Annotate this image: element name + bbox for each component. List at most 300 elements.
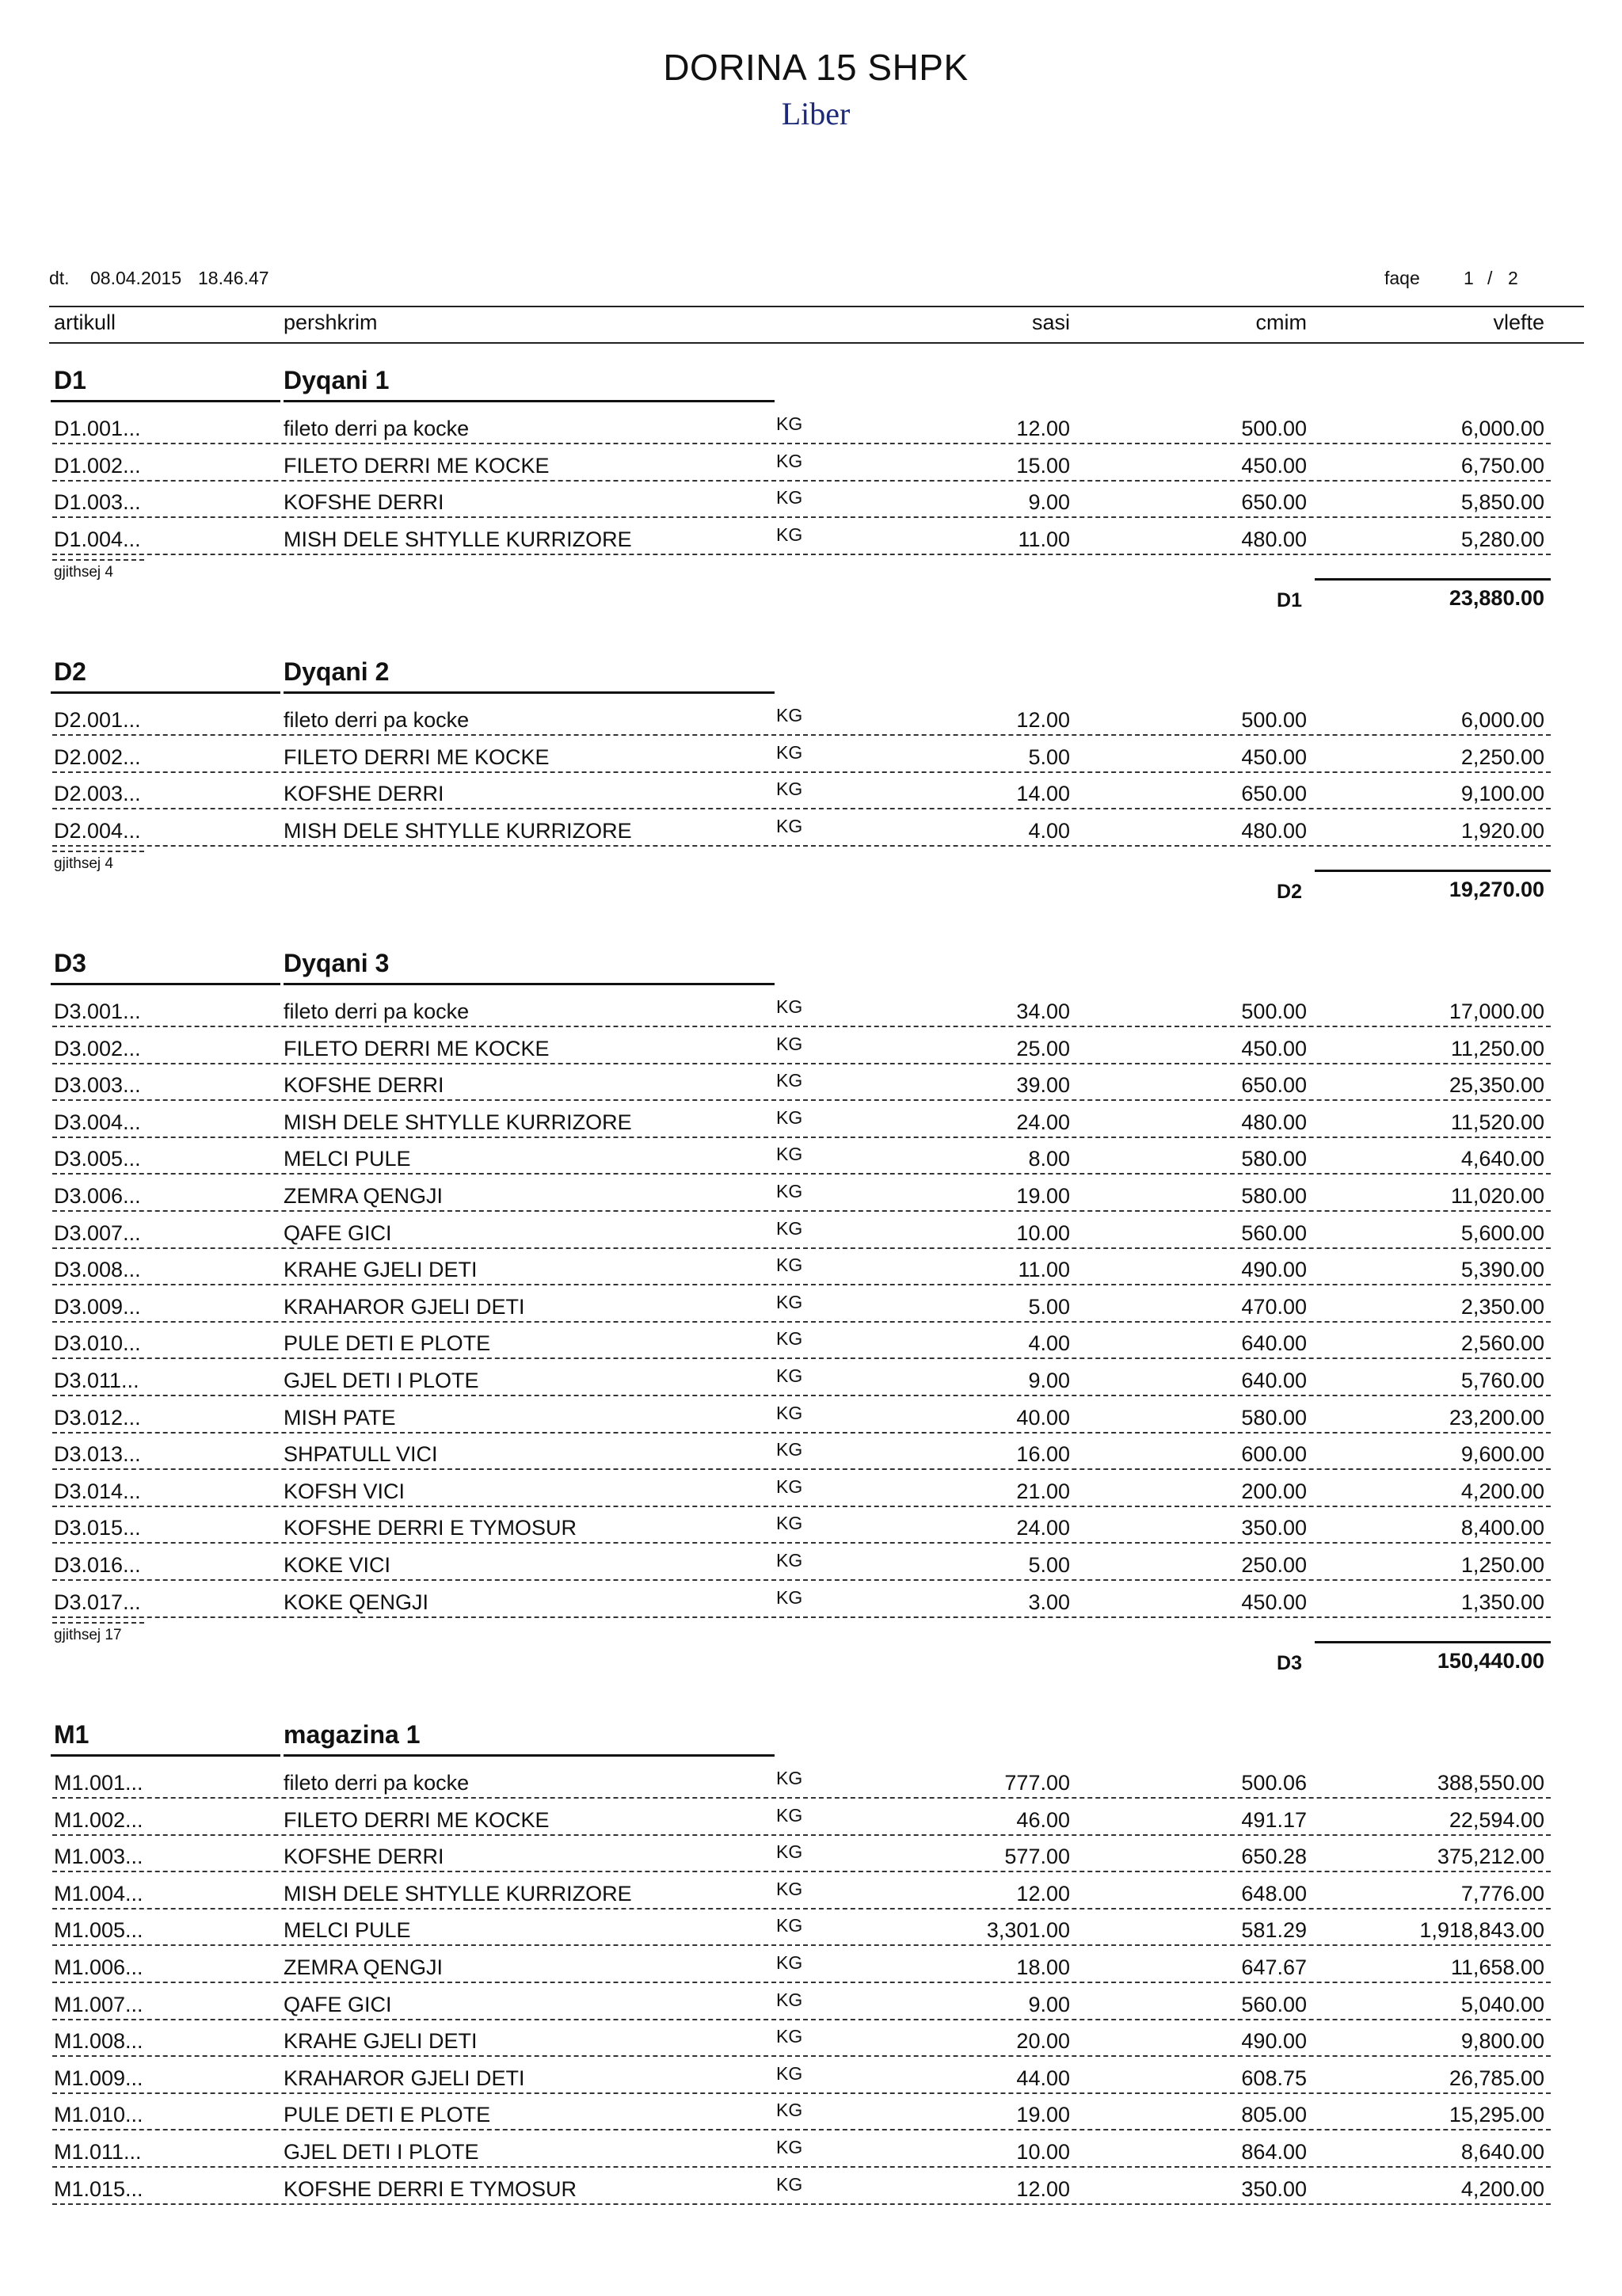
item-value: 9,800.00	[1460, 2029, 1544, 2054]
item-price: 480.00	[1241, 527, 1307, 551]
item-code: M1.004...	[54, 1881, 143, 1906]
item-price: 650.00	[1241, 782, 1307, 806]
section-name: Dyqani 1	[284, 366, 390, 394]
table-row	[0, 1250, 1622, 1286]
item-unit: KG	[776, 1768, 803, 1788]
item-quantity: 39.00	[1016, 1073, 1070, 1098]
row-dashed-rule	[52, 516, 1551, 518]
section-name: Dyqani 2	[284, 657, 390, 686]
item-quantity: 3.00	[1028, 1590, 1070, 1614]
item-quantity: 16.00	[1016, 1442, 1070, 1467]
item-unit: KG	[776, 1804, 803, 1826]
item-quantity: 19.00	[1016, 1184, 1070, 1208]
item-description: QAFE GICI	[284, 1992, 392, 2016]
item-code: M1.003...	[54, 1845, 143, 1869]
section-total-rule	[1315, 870, 1551, 872]
section-name-underline	[284, 400, 775, 402]
item-unit: KG	[776, 705, 803, 725]
item-price: 580.00	[1241, 1184, 1307, 1208]
item-value: 9,600.00	[1460, 1442, 1544, 1467]
section-code: D1	[54, 366, 86, 394]
item-value: 11,250.00	[1450, 1036, 1544, 1060]
item-value: 17,000.00	[1449, 1000, 1544, 1023]
item-quantity: 9.00	[1028, 1369, 1070, 1392]
item-price: 560.00	[1241, 1220, 1307, 1245]
item-price: 450.00	[1241, 1036, 1307, 1060]
item-price: 650.00	[1241, 490, 1307, 515]
table-row	[0, 1800, 1622, 1837]
item-code: D3.013...	[54, 1442, 141, 1467]
item-value: 5,600.00	[1460, 1220, 1544, 1245]
item-quantity: 5.00	[1028, 1553, 1070, 1577]
table-row	[0, 1837, 1622, 1873]
item-price: 450.00	[1241, 744, 1307, 769]
section-item-count: gjithsej 4	[54, 855, 113, 873]
section-name-underline	[284, 691, 775, 694]
item-price: 490.00	[1241, 1258, 1307, 1282]
item-description: ZEMRA QENGJI	[284, 1184, 444, 1208]
item-description: MISH DELE SHTYLLE KURRIZORE	[284, 527, 632, 551]
item-quantity: 9.00	[1028, 1992, 1070, 2016]
item-description: PULE DETI E PLOTE	[284, 1331, 491, 1356]
item-code: M1.010...	[54, 2103, 143, 2127]
section-total-label: D1	[1277, 589, 1302, 612]
item-code: M1.001...	[54, 1771, 143, 1795]
item-unit: KG	[776, 2173, 803, 2195]
item-code: M1.006...	[54, 1955, 143, 1979]
row-dashed-rule	[52, 1173, 1551, 1175]
section-code: D2	[54, 657, 86, 686]
item-code: D1.002...	[54, 453, 141, 478]
item-unit: KG	[776, 1550, 803, 1571]
row-dashed-rule	[52, 2203, 1551, 2205]
item-description: KRAHAROR GJELI DETI	[284, 2066, 525, 2090]
item-value: 2,350.00	[1460, 1294, 1544, 1319]
item-description: KOFSHE DERRI	[284, 782, 444, 806]
item-unit: KG	[776, 2026, 803, 2047]
row-dashed-rule	[52, 1982, 1551, 1983]
company-title: DORINA 15 SHPK	[663, 47, 969, 88]
item-description: MISH PATE	[284, 1405, 396, 1430]
item-code: D2.002...	[54, 744, 141, 769]
item-description: KOFSHE DERRI	[284, 490, 444, 515]
item-code: D1.001...	[54, 417, 141, 440]
row-dashed-rule	[52, 1210, 1551, 1212]
section-name-underline	[284, 1754, 775, 1757]
table-row	[0, 2132, 1622, 2168]
item-description: GJEL DETI I PLOTE	[284, 1369, 479, 1392]
item-description: KOKE VICI	[284, 1553, 391, 1577]
item-description: SHPATULL VICI	[284, 1442, 438, 1467]
table-row	[0, 1029, 1622, 1065]
section-total-value: 19,270.00	[1449, 878, 1544, 902]
col-pershkrim: pershkrim	[284, 310, 378, 334]
section-name-underline	[284, 983, 775, 985]
item-value: 2,560.00	[1460, 1331, 1544, 1356]
page-separator: /	[1487, 268, 1493, 288]
row-dashed-rule	[52, 2055, 1551, 2057]
item-quantity: 10.00	[1016, 1220, 1070, 1245]
col-artikull: artikull	[54, 310, 116, 334]
count-dashed-rule	[52, 1622, 144, 1624]
item-unit: KG	[776, 1402, 803, 1423]
item-price: 581.29	[1241, 1918, 1307, 1943]
item-description: MELCI PULE	[284, 1147, 411, 1171]
item-description: FILETO DERRI ME KOCKE	[284, 744, 550, 769]
row-dashed-rule	[52, 480, 1551, 482]
item-value: 11,520.00	[1450, 1110, 1544, 1134]
item-code: M1.008...	[54, 2029, 143, 2054]
item-quantity: 3,301.00	[986, 1918, 1070, 1943]
table-row	[0, 2095, 1622, 2131]
item-price: 560.00	[1241, 1992, 1307, 2016]
table-row	[0, 482, 1622, 519]
section-item-count: gjithsej 17	[54, 1627, 122, 1644]
item-description: QAFE GICI	[284, 1220, 392, 1245]
item-unit: KG	[776, 1439, 803, 1460]
item-quantity: 34.00	[1016, 1000, 1070, 1023]
item-value: 4,640.00	[1460, 1147, 1544, 1171]
item-price: 500.00	[1241, 1000, 1307, 1023]
item-code: D3.011...	[54, 1369, 139, 1392]
item-price: 640.00	[1241, 1331, 1307, 1356]
row-dashed-rule	[52, 1063, 1551, 1064]
table-row	[0, 1176, 1622, 1213]
item-price: 480.00	[1241, 1110, 1307, 1134]
item-price: 480.00	[1241, 818, 1307, 843]
item-description: PULE DETI E PLOTE	[284, 2103, 491, 2127]
item-code: D3.004...	[54, 1110, 141, 1134]
item-value: 1,350.00	[1460, 1590, 1544, 1614]
item-unit: KG	[776, 2137, 803, 2157]
item-code: D3.016...	[54, 1553, 141, 1577]
report-time: 18.46.47	[198, 268, 269, 288]
item-price: 470.00	[1241, 1294, 1307, 1319]
item-code: D3.014...	[54, 1479, 141, 1503]
table-row	[0, 1985, 1622, 2021]
table-row	[0, 1323, 1622, 1360]
item-value: 23,200.00	[1449, 1405, 1544, 1430]
item-quantity: 44.00	[1016, 2066, 1070, 2090]
item-quantity: 5.00	[1028, 744, 1070, 769]
item-quantity: 20.00	[1016, 2029, 1070, 2054]
item-price: 490.00	[1241, 2029, 1307, 2054]
item-description: fileto derri pa kocke	[284, 417, 470, 440]
item-quantity: 4.00	[1028, 818, 1070, 843]
item-unit: KG	[776, 1475, 803, 1497]
item-unit: KG	[776, 1328, 803, 1350]
table-row	[0, 774, 1622, 810]
item-description: fileto derri pa kocke	[284, 1000, 470, 1023]
item-unit: KG	[776, 1989, 803, 2010]
item-unit: KG	[776, 1144, 803, 1165]
row-dashed-rule	[52, 1026, 1551, 1027]
item-price: 640.00	[1241, 1369, 1307, 1392]
item-price: 648.00	[1241, 1881, 1307, 1906]
item-description: MISH DELE SHTYLLE KURRIZORE	[284, 1110, 632, 1134]
item-code: D3.008...	[54, 1258, 141, 1282]
table-row	[0, 1213, 1622, 1250]
item-quantity: 11.00	[1018, 1258, 1070, 1282]
row-dashed-rule	[52, 1797, 1551, 1799]
section-code-underline	[51, 1754, 280, 1757]
item-description: ZEMRA QENGJI	[284, 1955, 444, 1979]
item-value: 15,295.00	[1449, 2103, 1544, 2127]
item-quantity: 24.00	[1016, 1516, 1070, 1540]
item-quantity: 12.00	[1016, 2176, 1070, 2201]
table-row	[0, 1139, 1622, 1175]
item-value: 9,100.00	[1460, 782, 1544, 806]
item-quantity: 12.00	[1016, 1881, 1070, 1906]
item-unit: KG	[776, 1217, 803, 1239]
table-row	[0, 1434, 1622, 1471]
item-unit: KG	[776, 2062, 803, 2084]
item-quantity: 12.00	[1016, 708, 1070, 732]
item-value: 6,000.00	[1460, 417, 1544, 440]
table-row	[0, 1874, 1622, 1910]
item-price: 650.28	[1241, 1845, 1307, 1869]
item-value: 5,760.00	[1460, 1369, 1544, 1392]
item-value: 6,750.00	[1460, 453, 1544, 478]
row-dashed-rule	[52, 734, 1551, 736]
row-dashed-rule	[52, 1834, 1551, 1836]
item-unit: KG	[776, 1291, 803, 1312]
item-price: 450.00	[1241, 1590, 1307, 1614]
item-code: M1.009...	[54, 2066, 143, 2090]
item-quantity: 577.00	[1004, 1845, 1070, 1869]
item-value: 1,920.00	[1460, 818, 1544, 843]
item-price: 864.00	[1241, 2140, 1307, 2164]
row-dashed-rule	[52, 1284, 1551, 1285]
table-row	[0, 1508, 1622, 1544]
row-dashed-rule	[52, 771, 1551, 773]
item-quantity: 4.00	[1028, 1331, 1070, 1356]
item-description: KOFSHE DERRI	[284, 1073, 444, 1098]
section-item-count: gjithsej 4	[54, 564, 113, 581]
item-code: D3.012...	[54, 1405, 141, 1430]
item-code: M1.011...	[54, 2140, 142, 2164]
item-value: 1,918,843.00	[1419, 1918, 1544, 1943]
item-unit: KG	[776, 1255, 803, 1276]
section-code-underline	[51, 400, 280, 402]
item-unit: KG	[776, 1841, 803, 1863]
item-code: D3.005...	[54, 1147, 141, 1171]
section-total-rule	[1315, 1641, 1551, 1643]
item-unit: KG	[776, 413, 803, 434]
row-dashed-rule	[52, 2019, 1551, 2020]
date-label: dt.	[49, 268, 70, 288]
item-code: D3.015...	[54, 1516, 141, 1540]
item-unit: KG	[776, 779, 803, 800]
item-code: D3.007...	[54, 1220, 141, 1245]
item-unit: KG	[776, 2100, 803, 2121]
item-price: 580.00	[1241, 1147, 1307, 1171]
row-dashed-rule	[52, 808, 1551, 809]
item-value: 388,550.00	[1437, 1771, 1544, 1795]
item-description: KOFSH VICI	[284, 1479, 406, 1503]
section-code: D3	[54, 949, 86, 977]
table-row	[0, 1763, 1622, 1799]
item-price: 450.00	[1241, 453, 1307, 478]
item-value: 5,390.00	[1460, 1258, 1544, 1282]
table-row	[0, 1582, 1622, 1619]
row-dashed-rule	[52, 1099, 1551, 1101]
row-dashed-rule	[52, 1247, 1551, 1249]
item-unit: KG	[776, 1033, 803, 1054]
item-price: 200.00	[1241, 1479, 1307, 1503]
item-code: D2.001...	[54, 708, 141, 732]
count-dashed-rule	[52, 851, 144, 852]
item-value: 11,658.00	[1450, 1955, 1544, 1979]
item-unit: KG	[776, 1106, 803, 1128]
item-code: M1.015...	[54, 2176, 143, 2201]
table-row	[0, 1545, 1622, 1582]
item-quantity: 18.00	[1016, 1955, 1070, 1979]
item-description: GJEL DETI I PLOTE	[284, 2140, 479, 2164]
row-dashed-rule	[52, 1871, 1551, 1872]
item-value: 8,400.00	[1460, 1516, 1544, 1540]
item-quantity: 15.00	[1016, 453, 1070, 478]
row-dashed-rule	[52, 554, 1551, 555]
item-unit: KG	[776, 1070, 803, 1091]
table-row	[0, 2169, 1622, 2206]
item-code: D3.001...	[54, 1000, 141, 1023]
item-code: D3.002...	[54, 1036, 141, 1060]
item-quantity: 21.00	[1016, 1479, 1070, 1503]
item-quantity: 777.00	[1004, 1771, 1070, 1795]
item-code: M1.002...	[54, 1807, 143, 1832]
item-code: M1.007...	[54, 1992, 143, 2016]
page-label: faqe	[1384, 268, 1420, 288]
item-value: 26,785.00	[1449, 2066, 1544, 2090]
item-value: 4,200.00	[1460, 2176, 1544, 2201]
section-total-value: 23,880.00	[1449, 586, 1544, 611]
row-dashed-rule	[52, 1468, 1551, 1470]
table-row	[0, 1065, 1622, 1102]
item-description: KOFSHE DERRI E TYMOSUR	[284, 2176, 577, 2201]
section-code-underline	[51, 983, 280, 985]
count-dashed-rule	[52, 559, 144, 561]
item-unit: KG	[776, 450, 803, 471]
item-quantity: 10.00	[1016, 2140, 1070, 2164]
item-quantity: 25.00	[1016, 1036, 1070, 1060]
item-description: FILETO DERRI ME KOCKE	[284, 1807, 550, 1832]
item-price: 650.00	[1241, 1073, 1307, 1098]
item-description: FILETO DERRI ME KOCKE	[284, 1036, 550, 1060]
item-description: KOFSHE DERRI E TYMOSUR	[284, 1516, 577, 1540]
table-row	[0, 2058, 1622, 2095]
section-name: magazina 1	[284, 1720, 421, 1749]
item-description: fileto derri pa kocke	[284, 708, 470, 732]
row-dashed-rule	[52, 443, 1551, 444]
item-price: 600.00	[1241, 1442, 1307, 1467]
table-row	[0, 811, 1622, 847]
page-total: 2	[1508, 268, 1518, 288]
row-dashed-rule	[52, 2166, 1551, 2168]
section-total-rule	[1315, 578, 1551, 581]
item-price: 647.67	[1241, 1955, 1307, 1979]
item-code: D3.009...	[54, 1294, 141, 1319]
item-unit: KG	[776, 487, 803, 508]
item-description: FILETO DERRI ME KOCKE	[284, 453, 550, 478]
item-value: 5,280.00	[1460, 527, 1544, 551]
item-description: MELCI PULE	[284, 1918, 411, 1943]
row-dashed-rule	[52, 1395, 1551, 1396]
row-dashed-rule	[52, 1321, 1551, 1323]
item-quantity: 9.00	[1028, 490, 1070, 515]
item-value: 8,640.00	[1460, 2140, 1544, 2164]
row-dashed-rule	[52, 845, 1551, 847]
item-quantity: 12.00	[1016, 417, 1070, 440]
row-dashed-rule	[52, 1542, 1551, 1544]
item-unit: KG	[776, 741, 803, 763]
item-value: 5,850.00	[1460, 490, 1544, 515]
col-cmim: cmim	[1255, 310, 1307, 334]
item-quantity: 5.00	[1028, 1294, 1070, 1319]
item-description: KRAHAROR GJELI DETI	[284, 1294, 525, 1319]
item-unit: KG	[776, 1878, 803, 1899]
table-row	[0, 992, 1622, 1028]
item-quantity: 14.00	[1016, 782, 1070, 806]
table-row	[0, 1398, 1622, 1434]
item-code: D3.003...	[54, 1073, 141, 1098]
row-dashed-rule	[52, 1616, 1551, 1618]
item-description: MISH DELE SHTYLLE KURRIZORE	[284, 1881, 632, 1906]
item-unit: KG	[776, 815, 803, 836]
item-quantity: 40.00	[1016, 1405, 1070, 1430]
table-row	[0, 446, 1622, 482]
item-description: KRAHE GJELI DETI	[284, 2029, 478, 2054]
item-value: 25,350.00	[1449, 1073, 1544, 1098]
row-dashed-rule	[52, 1432, 1551, 1434]
item-description: fileto derri pa kocke	[284, 1771, 470, 1795]
item-value: 1,250.00	[1460, 1553, 1544, 1577]
item-description: KOFSHE DERRI	[284, 1845, 444, 1869]
item-code: D2.003...	[54, 782, 141, 806]
table-row	[0, 737, 1622, 774]
table-row	[0, 1361, 1622, 1397]
row-dashed-rule	[52, 1944, 1551, 1946]
item-description: MISH DELE SHTYLLE KURRIZORE	[284, 818, 632, 843]
item-description: KRAHE GJELI DETI	[284, 1258, 478, 1282]
item-code: D2.004...	[54, 818, 141, 843]
row-dashed-rule	[52, 1357, 1551, 1359]
item-code: D3.010...	[54, 1331, 141, 1356]
item-value: 5,040.00	[1460, 1992, 1544, 2016]
row-dashed-rule	[52, 1137, 1551, 1138]
item-quantity: 19.00	[1016, 2103, 1070, 2127]
item-price: 350.00	[1241, 2176, 1307, 2201]
col-vlefte: vlefte	[1493, 310, 1544, 334]
item-value: 11,020.00	[1450, 1184, 1544, 1208]
item-value: 6,000.00	[1460, 708, 1544, 732]
item-code: M1.005...	[54, 1918, 143, 1943]
item-price: 500.06	[1241, 1771, 1307, 1795]
item-price: 250.00	[1241, 1553, 1307, 1577]
table-row	[0, 1102, 1622, 1139]
item-code: D3.006...	[54, 1184, 141, 1208]
table-row	[0, 520, 1622, 556]
item-value: 2,250.00	[1460, 744, 1544, 769]
table-row	[0, 1948, 1622, 1984]
item-unit: KG	[776, 524, 803, 545]
item-price: 350.00	[1241, 1516, 1307, 1540]
row-dashed-rule	[52, 1506, 1551, 1507]
item-quantity: 11.00	[1018, 527, 1070, 551]
item-price: 500.00	[1241, 708, 1307, 732]
table-row	[0, 700, 1622, 737]
report-date: 08.04.2015	[90, 268, 182, 288]
